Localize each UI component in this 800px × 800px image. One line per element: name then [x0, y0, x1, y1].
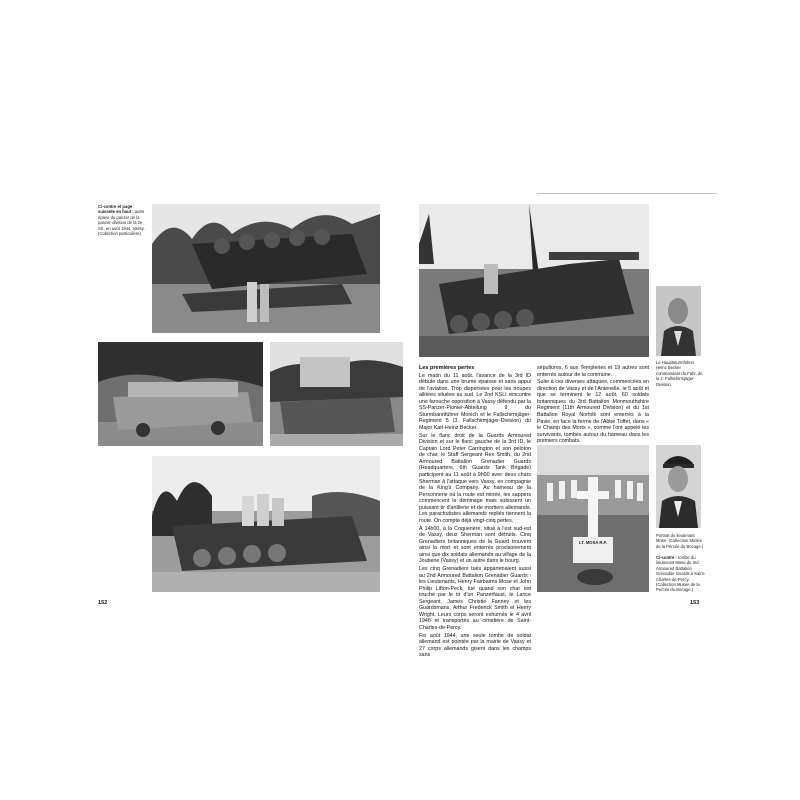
caption-left-top-bold: Ci-contre et page suivante en haut :: [98, 204, 134, 215]
text-column-1: [419, 365, 531, 660]
caption-left-top: [98, 204, 148, 236]
column-1-paragraph: Le matin du 11 août, l'avance de la 3rd ID débute dans une brume épaisse et sans appui de l'aviation. Trop dispersées pour les troupes allières situées au sud. Le 2nd KSLI rencontre une farouche opposition à Vassy défendu par la SS-Panzer-Pionier-Abteilung 9 du Sturmbannführer Monich et le Fallschirmjäger-Regiment 5 (3. Fallschirmjäger-Division) du Major Karl-Heinz Becker.: [419, 372, 531, 431]
photo-halftrack-right: [270, 342, 403, 446]
photo-cemetery-grave: [537, 445, 649, 592]
column-1-paragraph: Fin août 1944, une seule tombe de soldat allemand est pointée par la mairie de Vassy et 27 corps allemands gisent dans les champs sans: [419, 632, 531, 659]
photo-tank-wreck-top: [152, 204, 380, 333]
caption-portrait-mose: Portrait du lieutenant Mose. (Collection Musée de la Percée du Bocage.): [656, 533, 704, 549]
grave-marker-text: LT. MOSA R.F.: [579, 540, 607, 545]
column-1-paragraph: À 14h00, à la Coquerière, situé à l'est sud-est de Vassy, deux Sherman sont détruits. Cinq Grenadiers britanniques de la Guard trouvent ainsi la mort et sont enterrés provisoirement ainsi que dix soldats allemands au village de la Jouberie (Vassy) et un autre dans le bourg.: [419, 525, 531, 565]
caption-portrait-becker: Le Hauptsturmführer Heinz Becker commandant du Fahr. de la 2. Fallschirmjäger-Division.: [656, 360, 703, 387]
caption-left-top-text: autre épave du panzer de la panzer-division de la 2e SS, en août 1944, Vassy. (Collection particulière): [98, 209, 145, 237]
page-number-left: 152: [98, 600, 108, 606]
photo-panther-wreck-bottom: [152, 456, 380, 592]
header-rule: [537, 193, 717, 194]
photo-halftrack-left: [98, 342, 263, 446]
photo-panther-soldier: [419, 204, 649, 357]
section-heading: Les premières pertes: [419, 365, 475, 371]
column-2-paragraph: Suite à ces diverses attaques, commencées en direction de Vassy et de l'Antenelle, le 5 août et que se terminent le 12 août, 60 soldats britanniques du 3rd Battalion Monmouthshire Regiment (11th Armoured Division) et du 1st Battalion Royal Norfolk sont enterrés à la Pavie, en face la ferme de l'Abbé Tuffet, dans « le Champ des Morts », comme l'ont appelé les survivants, tombés autour du hameau dans les premiers combats.: [537, 379, 649, 445]
column-1-paragraph: Les cinq Grenadiers tués appartenaient aussi au 2nd Armoured Battalion Grenadier Guards : les Lieutenants, Henry Fairbairns Mose et John Philip Lifton-Peck, tué quand son char est touché par le tir d'un Panzerfaust, le Lance Sergeant, James Christie Fanney et les Guardsmans, Arthur Frederick Smith et Henry Wright. Leurs corps seront exhumés le 4 avril 1946 et transportés au cimetière de Saint-Charles-de-Percy.: [419, 566, 531, 631]
column-2-paragraph: sépultures, 6 aux Templeries et 19 autres sont enterrés autour de la commune.: [537, 365, 649, 378]
caption-grave-bold: Ci-contre :: [656, 555, 677, 560]
caption-grave-text: tombe du lieutenant Mose du 3rd Armoured Battalion Grenadier Guards à Saint-Charles-de-Percy. (Collection Musée de la Percée du Bocage.): [656, 555, 706, 593]
portrait-mose: [656, 445, 701, 528]
column-1-paragraph: Sur le flanc droit de la Guards Armoured Division et sur le flanc gauche de la 3rd ID, le Captain Lord Peter Carrington et son peloton de char, le Staff Sergeant Rex Smith, du 2nd Armoured Battalion Grenadier Guards (Headquarters, 6th Guards Tank Brigade) participent au 11 août à 9h00 avec deux chars Sherman à l'attaque vers Vassy, en compagnie de la King's Company. Au hameau de la Personnerie où la route est minée, les sappers commencent le déminage mais subissent un puissant tir d'artillerie et de mortiers allemands. Les parachutistes allemands repliés tiennent la route. On compte déjà vingt-cinq pertes.: [419, 432, 531, 524]
caption-grave: [656, 555, 706, 593]
page-number-right: 153: [690, 600, 700, 606]
portrait-becker: [656, 286, 701, 356]
